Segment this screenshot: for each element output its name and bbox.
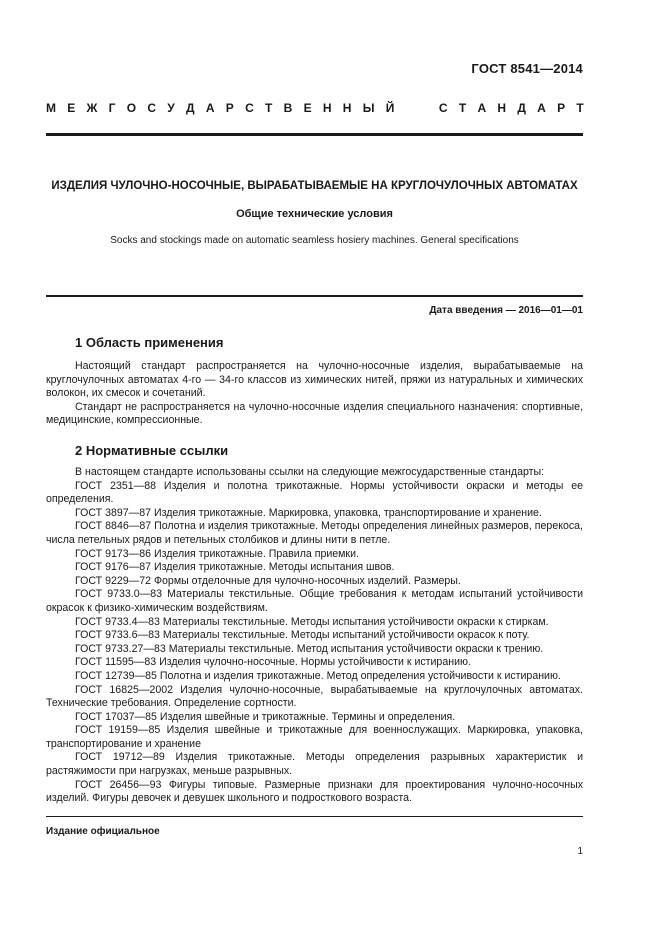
banner-letter: Д: [186, 101, 195, 115]
reference-item: ГОСТ 26456—93 Фигуры типовые. Размерные признаки для проектирования чулочно-носочных изделий. Фигуры девочек и девушек школьного и подросткового возраста.: [46, 778, 583, 805]
banner-letter: С: [245, 101, 254, 115]
banner-letter: Й: [385, 101, 395, 115]
banner-letter: М: [46, 101, 56, 115]
reference-item: ГОСТ 9176—87 Изделия трикотажные. Методы испытания швов.: [75, 561, 395, 574]
reference-item: ГОСТ 11595—83 Изделия чулочно-носочные. Нормы устойчивости к истиранию.: [75, 656, 471, 669]
banner-letter: Т: [576, 101, 584, 115]
document-title: ИЗДЕЛИЯ ЧУЛОЧНО-НОСОЧНЫЕ, ВЫРАБАТЫВАЕМЫЕ НА КРУГЛОЧУЛОЧНЫХ АВТОМАТАХ: [51, 180, 578, 192]
reference-item: ГОСТ 16825—2002 Изделия чулочно-носочные, вырабатываемые на круглочулочных автоматах. Технические требования. Определение сортности.: [46, 683, 583, 710]
banner-letter: А: [205, 101, 215, 115]
reference-item: ГОСТ 9229—72 Формы отделочные для чулочно-носочных изделий. Размеры.: [75, 574, 461, 587]
section-1-heading: 1 Область применения: [75, 335, 224, 350]
banner-letter: Р: [225, 101, 234, 115]
banner-letter: Н: [322, 101, 332, 115]
reference-item: ГОСТ 17037—85 Изделия швейные и трикотажные. Термины и определения.: [75, 710, 456, 723]
banner-letter: А: [477, 101, 487, 115]
reference-item: ГОСТ 9733.6—83 Материалы текстильные. Методы испытаний устойчивости окрасок к поту.: [75, 629, 530, 642]
intro-date: Дата введения — 2016—01—01: [429, 305, 583, 316]
header-rule: [46, 133, 583, 136]
banner-letter: В: [283, 101, 293, 115]
reference-item: ГОСТ 19712—89 Изделия трикотажные. Методы определения разрывных характеристик и растяжимости при нагрузках, меньше разрывных.: [46, 751, 583, 778]
document-subtitle: Общие технические условия: [236, 208, 393, 220]
banner-letter: Е: [303, 101, 312, 115]
page-number: 1: [577, 846, 583, 857]
banner-letter: С: [438, 101, 448, 115]
banner-letter: Р: [557, 101, 566, 115]
reference-item: ГОСТ 2351—88 Изделия и полотна трикотажные. Нормы устойчивости окраски и методы ее определения.: [46, 479, 583, 506]
section-2-heading: 2 Нормативные ссылки: [75, 443, 229, 458]
paragraph: Стандарт не распространяется на чулочно-носочные изделия специального назначения: спортивные, медицинские, компрессионные.: [46, 400, 583, 427]
reference-item: ГОСТ 9733.4—83 Материалы текстильные. Методы испытания устойчивости окраски к стиркам.: [75, 615, 549, 628]
banner-letter: С: [147, 101, 157, 115]
footer-rule: [46, 816, 583, 817]
banner-letter: Н: [342, 101, 352, 115]
banner-letter: А: [537, 101, 546, 115]
banner-letter: У: [167, 101, 175, 115]
edition-label: Издание официальное: [46, 826, 160, 837]
paragraph: В настоящем стандарте использованы ссылки на следующие межгосударственные стандарты:: [75, 466, 545, 478]
banner-letter: Т: [458, 101, 467, 115]
gost-number: ГОСТ 8541—2014: [471, 61, 583, 76]
section-1-body: [46, 360, 583, 428]
title-rule: [46, 295, 583, 297]
banner-letter: Е: [67, 101, 76, 115]
banner-letter: Ж: [86, 101, 98, 115]
reference-item: ГОСТ 8846—87 Полотна и изделия трикотажные. Методы определения линейных размеров, перекоса, числа петельных рядов и петельных столбиков и длины нити в петле.: [46, 520, 583, 546]
standard-type-banner: [46, 101, 584, 115]
section-2-body: [46, 466, 583, 806]
reference-item: ГОСТ 12739—85 Полотна и изделия трикотажные. Метод определения устойчивости к истиранию.: [75, 669, 561, 682]
paragraph: Настоящий стандарт распространяется на чулочно-носочные изделия, вырабатываемые на круглочулочных автоматах 4-го — 34-го классов из химических нитей, пряжи из натуральных и химических волокон, их смесок и сочетаний.: [46, 360, 583, 400]
banner-letter: Т: [265, 101, 273, 115]
banner-letter: Д: [517, 101, 526, 115]
reference-item: ГОСТ 9173—86 Изделия трикотажные. Правила приемки.: [75, 547, 359, 560]
reference-item: ГОСТ 9733.27—83 Материалы текстильные. Метод испытания устойчивости окраски к трению.: [75, 642, 544, 655]
reference-item: ГОСТ 19159—85 Изделия швейные и трикотажные для военнослужащих. Маркировка, упаковка, транспортирование и хранение: [46, 724, 583, 750]
reference-item: ГОСТ 9733.0—83 Материалы текстильные. Общие требования к методам испытаний устойчивости окрасок к физико-химическим воздействиям.: [46, 588, 583, 614]
banner-letter: Ы: [362, 101, 375, 115]
english-title: Socks and stockings made on automatic seamless hosiery machines. General specifications: [110, 235, 519, 246]
banner-letter: Н: [497, 101, 507, 115]
banner-letter: Г: [108, 101, 116, 115]
banner-gap: [406, 101, 428, 115]
reference-item: ГОСТ 3897—87 Изделия трикотажные. Маркировка, упаковка, транспортирование и хранение.: [75, 506, 542, 519]
banner-letter: О: [126, 101, 137, 115]
